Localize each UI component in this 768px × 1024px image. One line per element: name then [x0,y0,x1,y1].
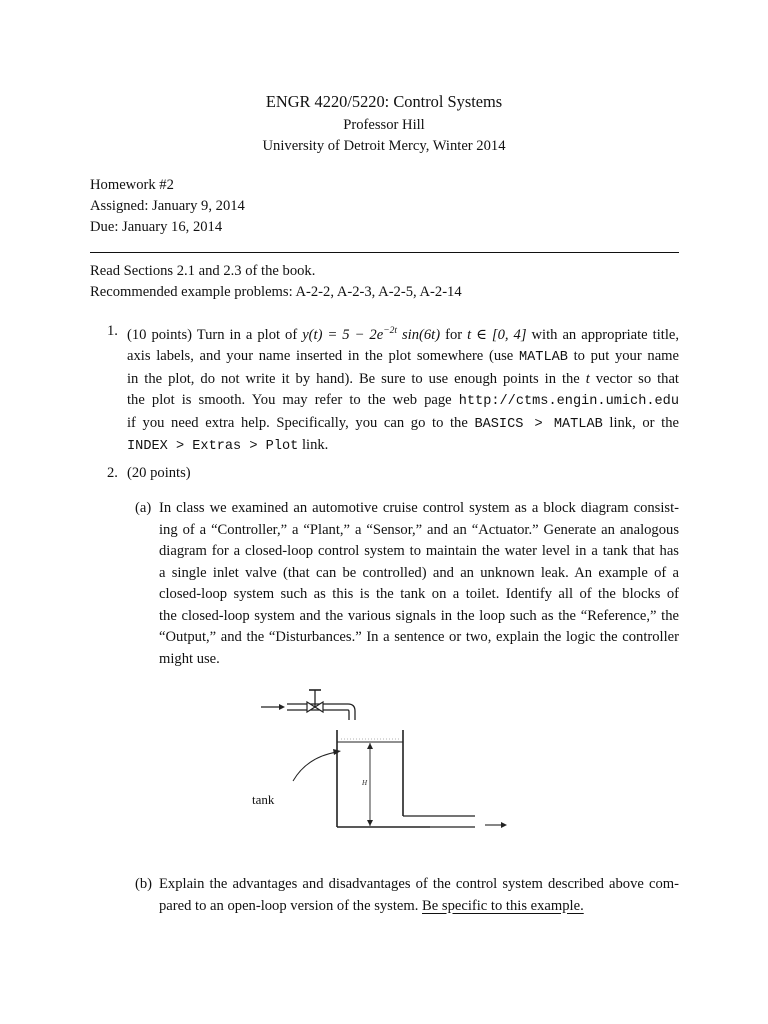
tank-label: tank [252,792,275,807]
problem-2b-text [159,874,679,917]
problem-2-points: (20 points) [127,465,191,481]
problem-1-line: the plot is smooth. You may refer to the web page http://ctms.engin.umich.edu [127,392,679,410]
problem-1-line: in the plot, do not write it by hand). Be sure to use enough points in the t vector so that [127,370,679,387]
problem-2a-line: closed-loop system such as this is the tank on a toilet. Identify all of the blocks of [159,586,679,602]
problem-2b-line: Explain the advantages and disadvantages of the control system described above com- [159,876,679,892]
recommended-problems: Recommended example problems: A-2-2, A-2-3, A-2-5, A-2-14 [90,284,462,300]
problem-1-number: 1. [107,323,118,339]
problem-1-line: if you need extra help. Specifically, you can go to the BASICS > MATLAB link, or the [127,414,679,432]
university-line: University of Detroit Mercy, Winter 2014 [262,138,506,154]
problem-1-line: axis labels, and your name inserted in the plot somewhere (use MATLAB to put your name [127,348,679,366]
assigned-date: Assigned: January 9, 2014 [90,198,245,214]
homework-number: Homework #2 [90,177,174,193]
problem-1-line: INDEX > Extras > Plot link. [127,437,329,455]
problem-2a-line: “Output,” and the “Disturbances.” In a sentence or two, explain the logic the controller [159,629,679,645]
problem-2a-line: ing of a “Controller,” a “Plant,” a “Sensor,” and an “Actuator.” Generate an analogous [159,521,679,538]
problem-1-text [127,321,679,458]
reading-assignment: Read Sections 2.1 and 2.3 of the book. [90,263,316,279]
tank-pointer-arrow [293,752,337,781]
problem-2b-line: pared to an open-loop version of the system. Be specific to this example. [159,897,584,914]
height-label: H [362,779,368,787]
problem-1-line: (10 points) Turn in a plot of $y(t) = 5 - 2e^{-2t}$ sin(6t) for t ∈ [0, 4] with an appropriate title, [127,326,679,343]
emphasis-underline: Be specific to this example. [422,897,584,914]
problem-2a-label: (a) [135,500,152,516]
professor-name: Professor Hill [343,117,425,133]
problem-2a-text [159,498,679,670]
problem-2a-line: diagram for a closed-loop control system to maintain the water level in a tank that has [159,543,679,559]
web-link[interactable]: http://ctms.engin.umich.edu [458,394,679,410]
problem-2a-line: might use. [159,650,220,667]
problem-2-number: 2. [107,465,118,481]
horizontal-rule [90,252,679,253]
problem-2a-line: a single inlet valve (that can be controlled) and an unknown leak. An example of a [159,564,679,581]
problem-2a-line: the closed-loop system and the various signals in the loop such as the “Reference,” the [159,607,679,624]
due-date: Due: January 16, 2014 [90,219,223,235]
page-title: ENGR 4220/5220: Control Systems [265,92,503,111]
water-tank-diagram [255,683,525,843]
problem-2a-line: In class we examined an automotive cruise control system as a block diagram consist- [159,500,679,516]
problem-2b-label: (b) [135,876,153,892]
